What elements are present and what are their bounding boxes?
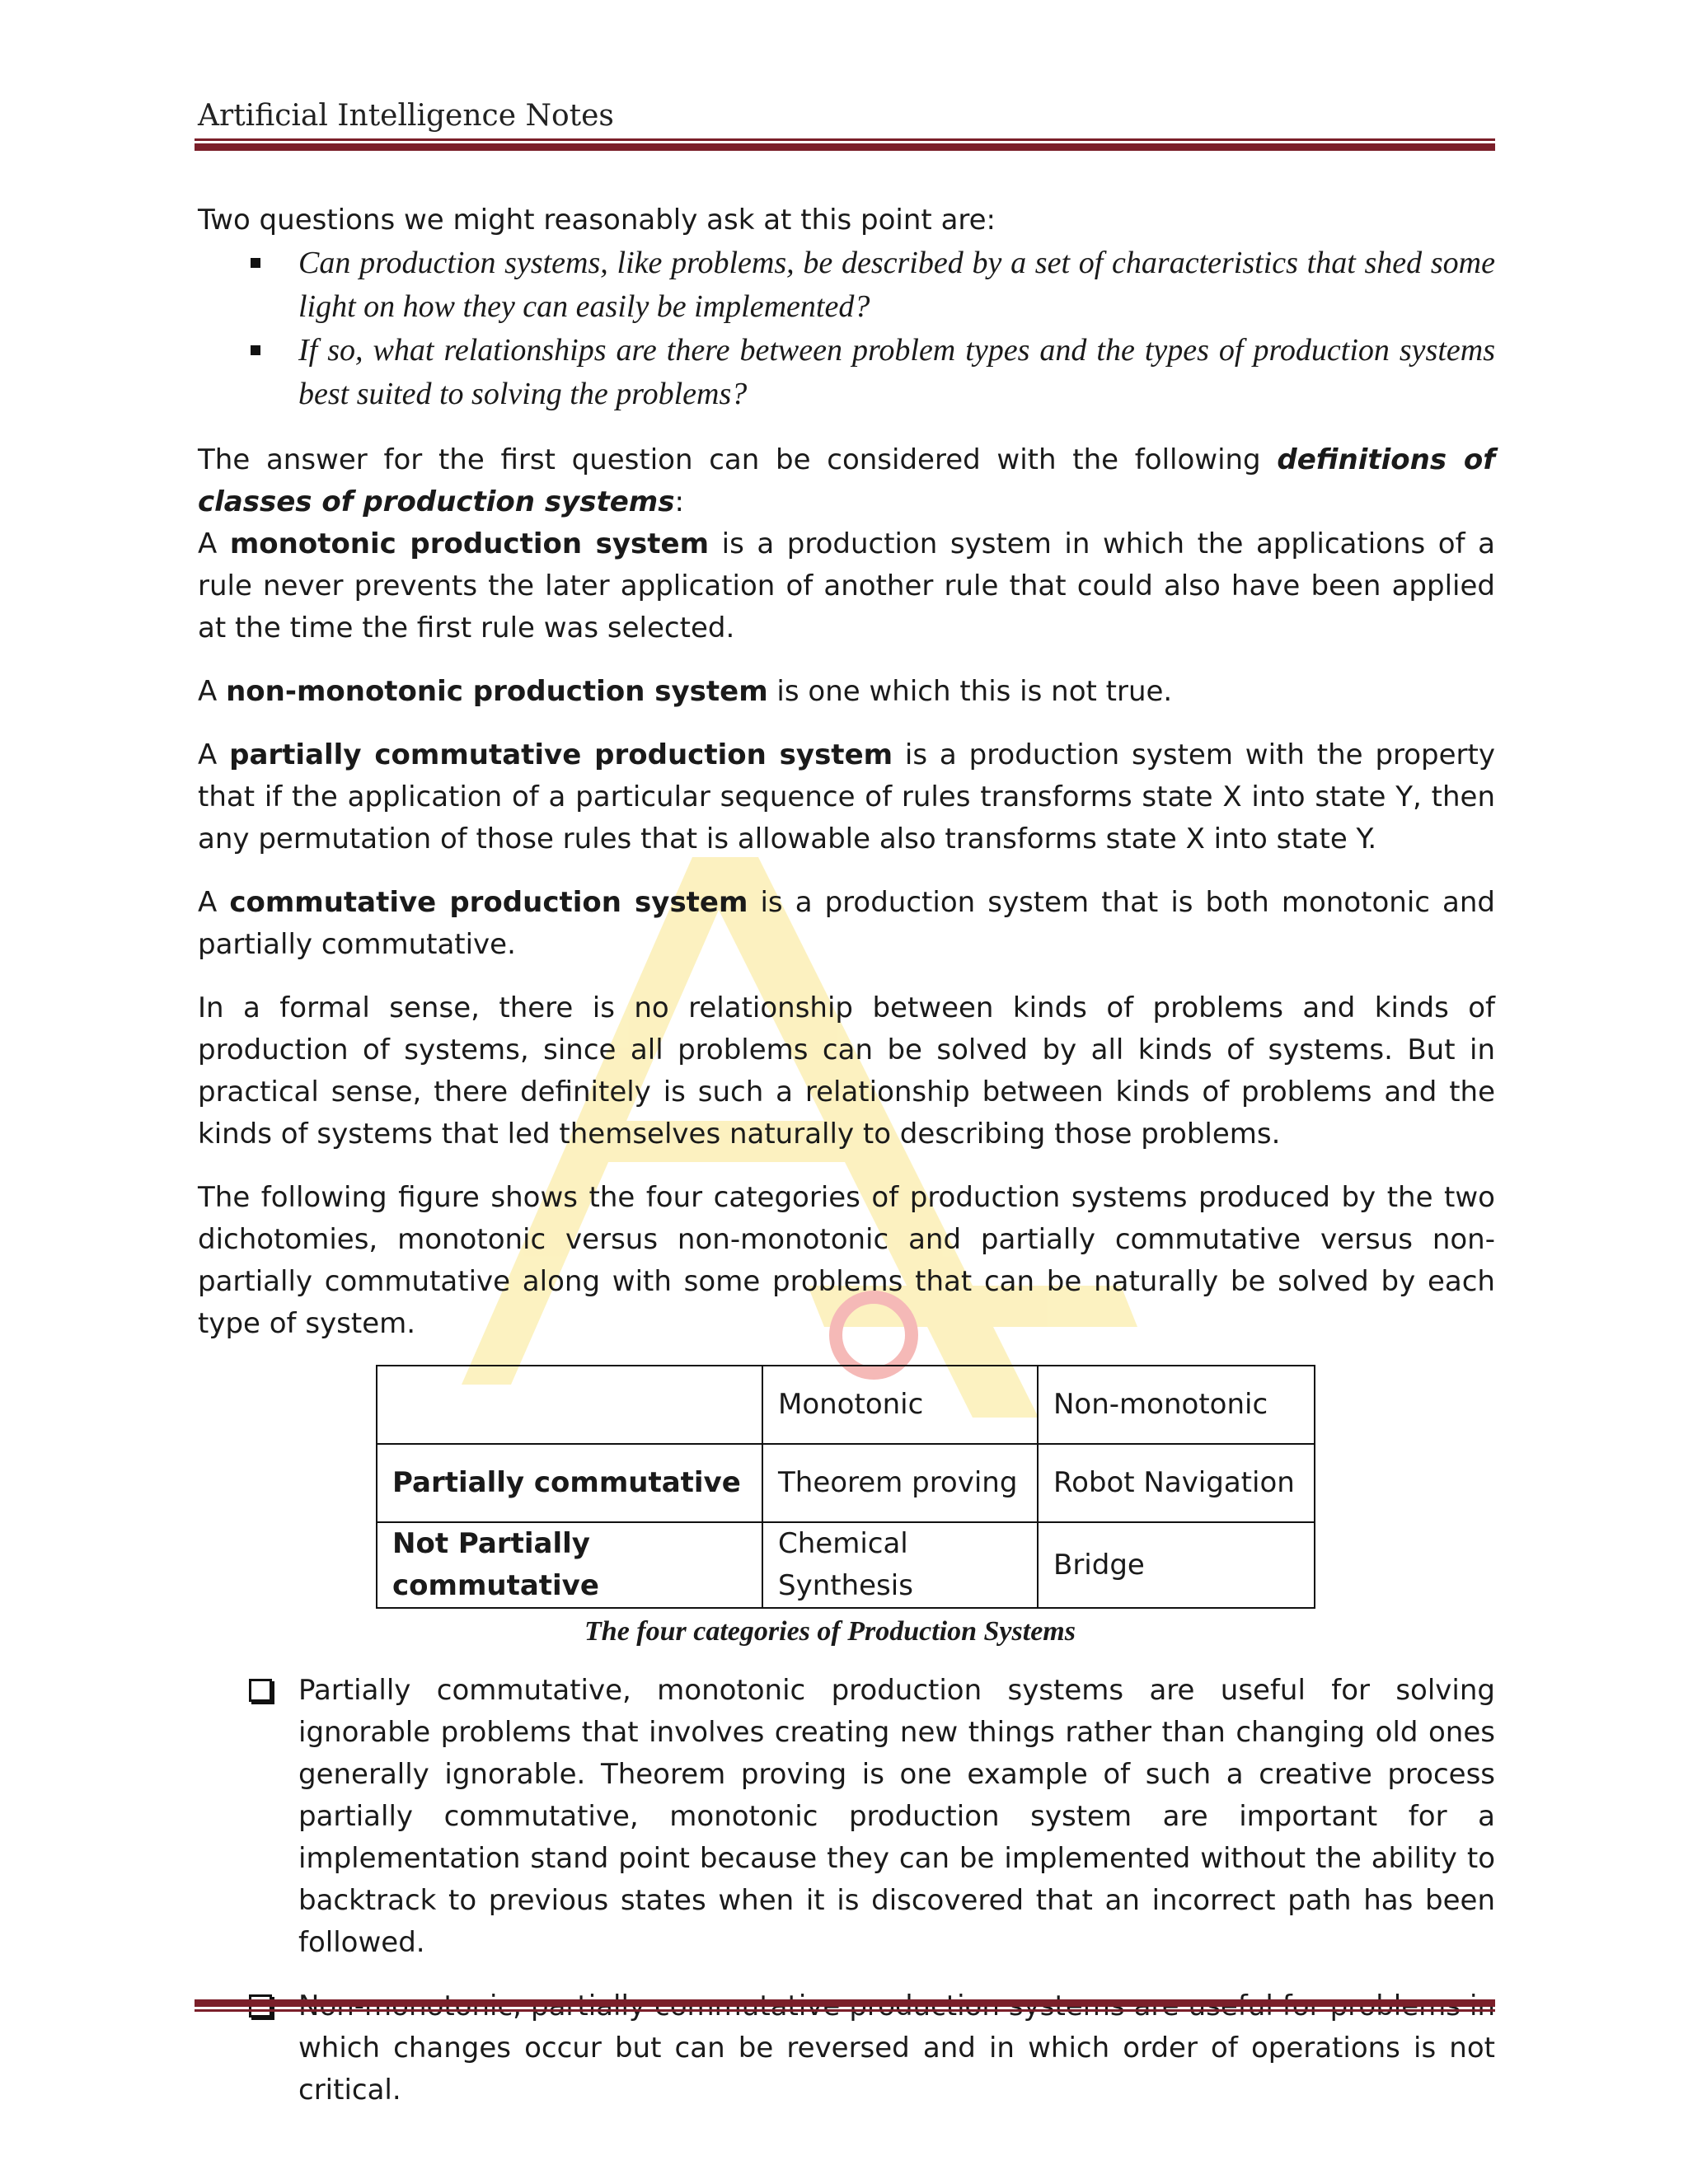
table-row (377, 1366, 1315, 1444)
categories-table (376, 1365, 1315, 1609)
table-cell: Chemical Synthesis (762, 1522, 1038, 1608)
checkbox-bullet-icon (249, 1679, 272, 1702)
answer-emphasis: definitions of classes of production systems (198, 443, 1496, 518)
header-title: Artificial Intelligence Notes (198, 99, 614, 133)
definition-commutative: A commutative production system is a production system that is both monotonic and partially commutative. (198, 886, 1495, 961)
table-cell: Theorem proving (762, 1444, 1038, 1522)
definition-non-monotonic: A non-monotonic production system is one which this is not true. (198, 675, 1173, 708)
question-list (198, 241, 1495, 416)
page-content (198, 199, 1495, 2133)
square-bullet-icon (251, 345, 260, 355)
paragraph-formal-sense: In a formal sense, there is no relationship between kinds of problems and kinds of production of systems, since all problems can be solved by all kinds of systems. But in practical sense, there definitely is such a relationship between kinds of problems and the kinds of systems that led themselves naturally to describing those problems. (198, 991, 1495, 1151)
table-row-header: Partially commutative (377, 1444, 762, 1522)
question-item: Can production systems, like problems, be described by a set of characteristics that shed some light on how they can easily be implemented? (198, 241, 1495, 329)
definition-partially-commutative: A partially commutative production system is a production system with the property that if the application of a particular sequence of rules transforms state X into state Y, then any permutation of those rules that is allowable also transforms state X into state Y. (198, 738, 1495, 855)
definition-monotonic: A monotonic production system is a production system in which the applications of a rule never prevents the later application of another rule that could also have been applied at the time the first rule was selected. (198, 527, 1495, 644)
table-row (377, 1444, 1315, 1522)
paragraph-figure-intro: The following figure shows the four categories of production systems produced by the two dichotomies, monotonic versus non-monotonic and partially commutative versus non-partially commutative along with some problems that can be naturally be solved by each type of system. (198, 1181, 1495, 1340)
note-item: which changes occur but can be reversed and in which order of operations is not critical. (198, 1985, 1495, 2111)
note-item: Partially commutative, monotonic production systems are useful for solving ignorable problems that involves creating new things rather than changing old ones generally ignorable. Theorem proving is one example of such a creative process partially commutative, monotonic production system are important for a implementation stand point because they can be implemented without the ability to backtrack to previous states when it is discovered that an incorrect path has been followed. (198, 1670, 1495, 1964)
table-cell (377, 1366, 762, 1444)
table-cell: Bridge (1038, 1522, 1315, 1608)
footer-rule (195, 1999, 1495, 2012)
answer-text: The answer for the first question can be considered with the following definitions of classes of production systems: (198, 443, 1496, 518)
header-rule (195, 138, 1495, 151)
table-row-header: Not Partially commutative (377, 1522, 762, 1608)
intro-text: Two questions we might reasonably ask at this point are: (198, 204, 996, 237)
table-caption: The four categories of Production Systems (584, 1616, 1076, 1647)
table-header-cell: Non-monotonic (1038, 1366, 1315, 1444)
table-header-cell: Monotonic (762, 1366, 1038, 1444)
table-row (377, 1522, 1315, 1608)
table-cell: Robot Navigation (1038, 1444, 1315, 1522)
square-bullet-icon (251, 258, 260, 268)
question-item: If so, what relationships are there between problem types and the types of production systems best suited to solving the problems? (198, 329, 1495, 416)
